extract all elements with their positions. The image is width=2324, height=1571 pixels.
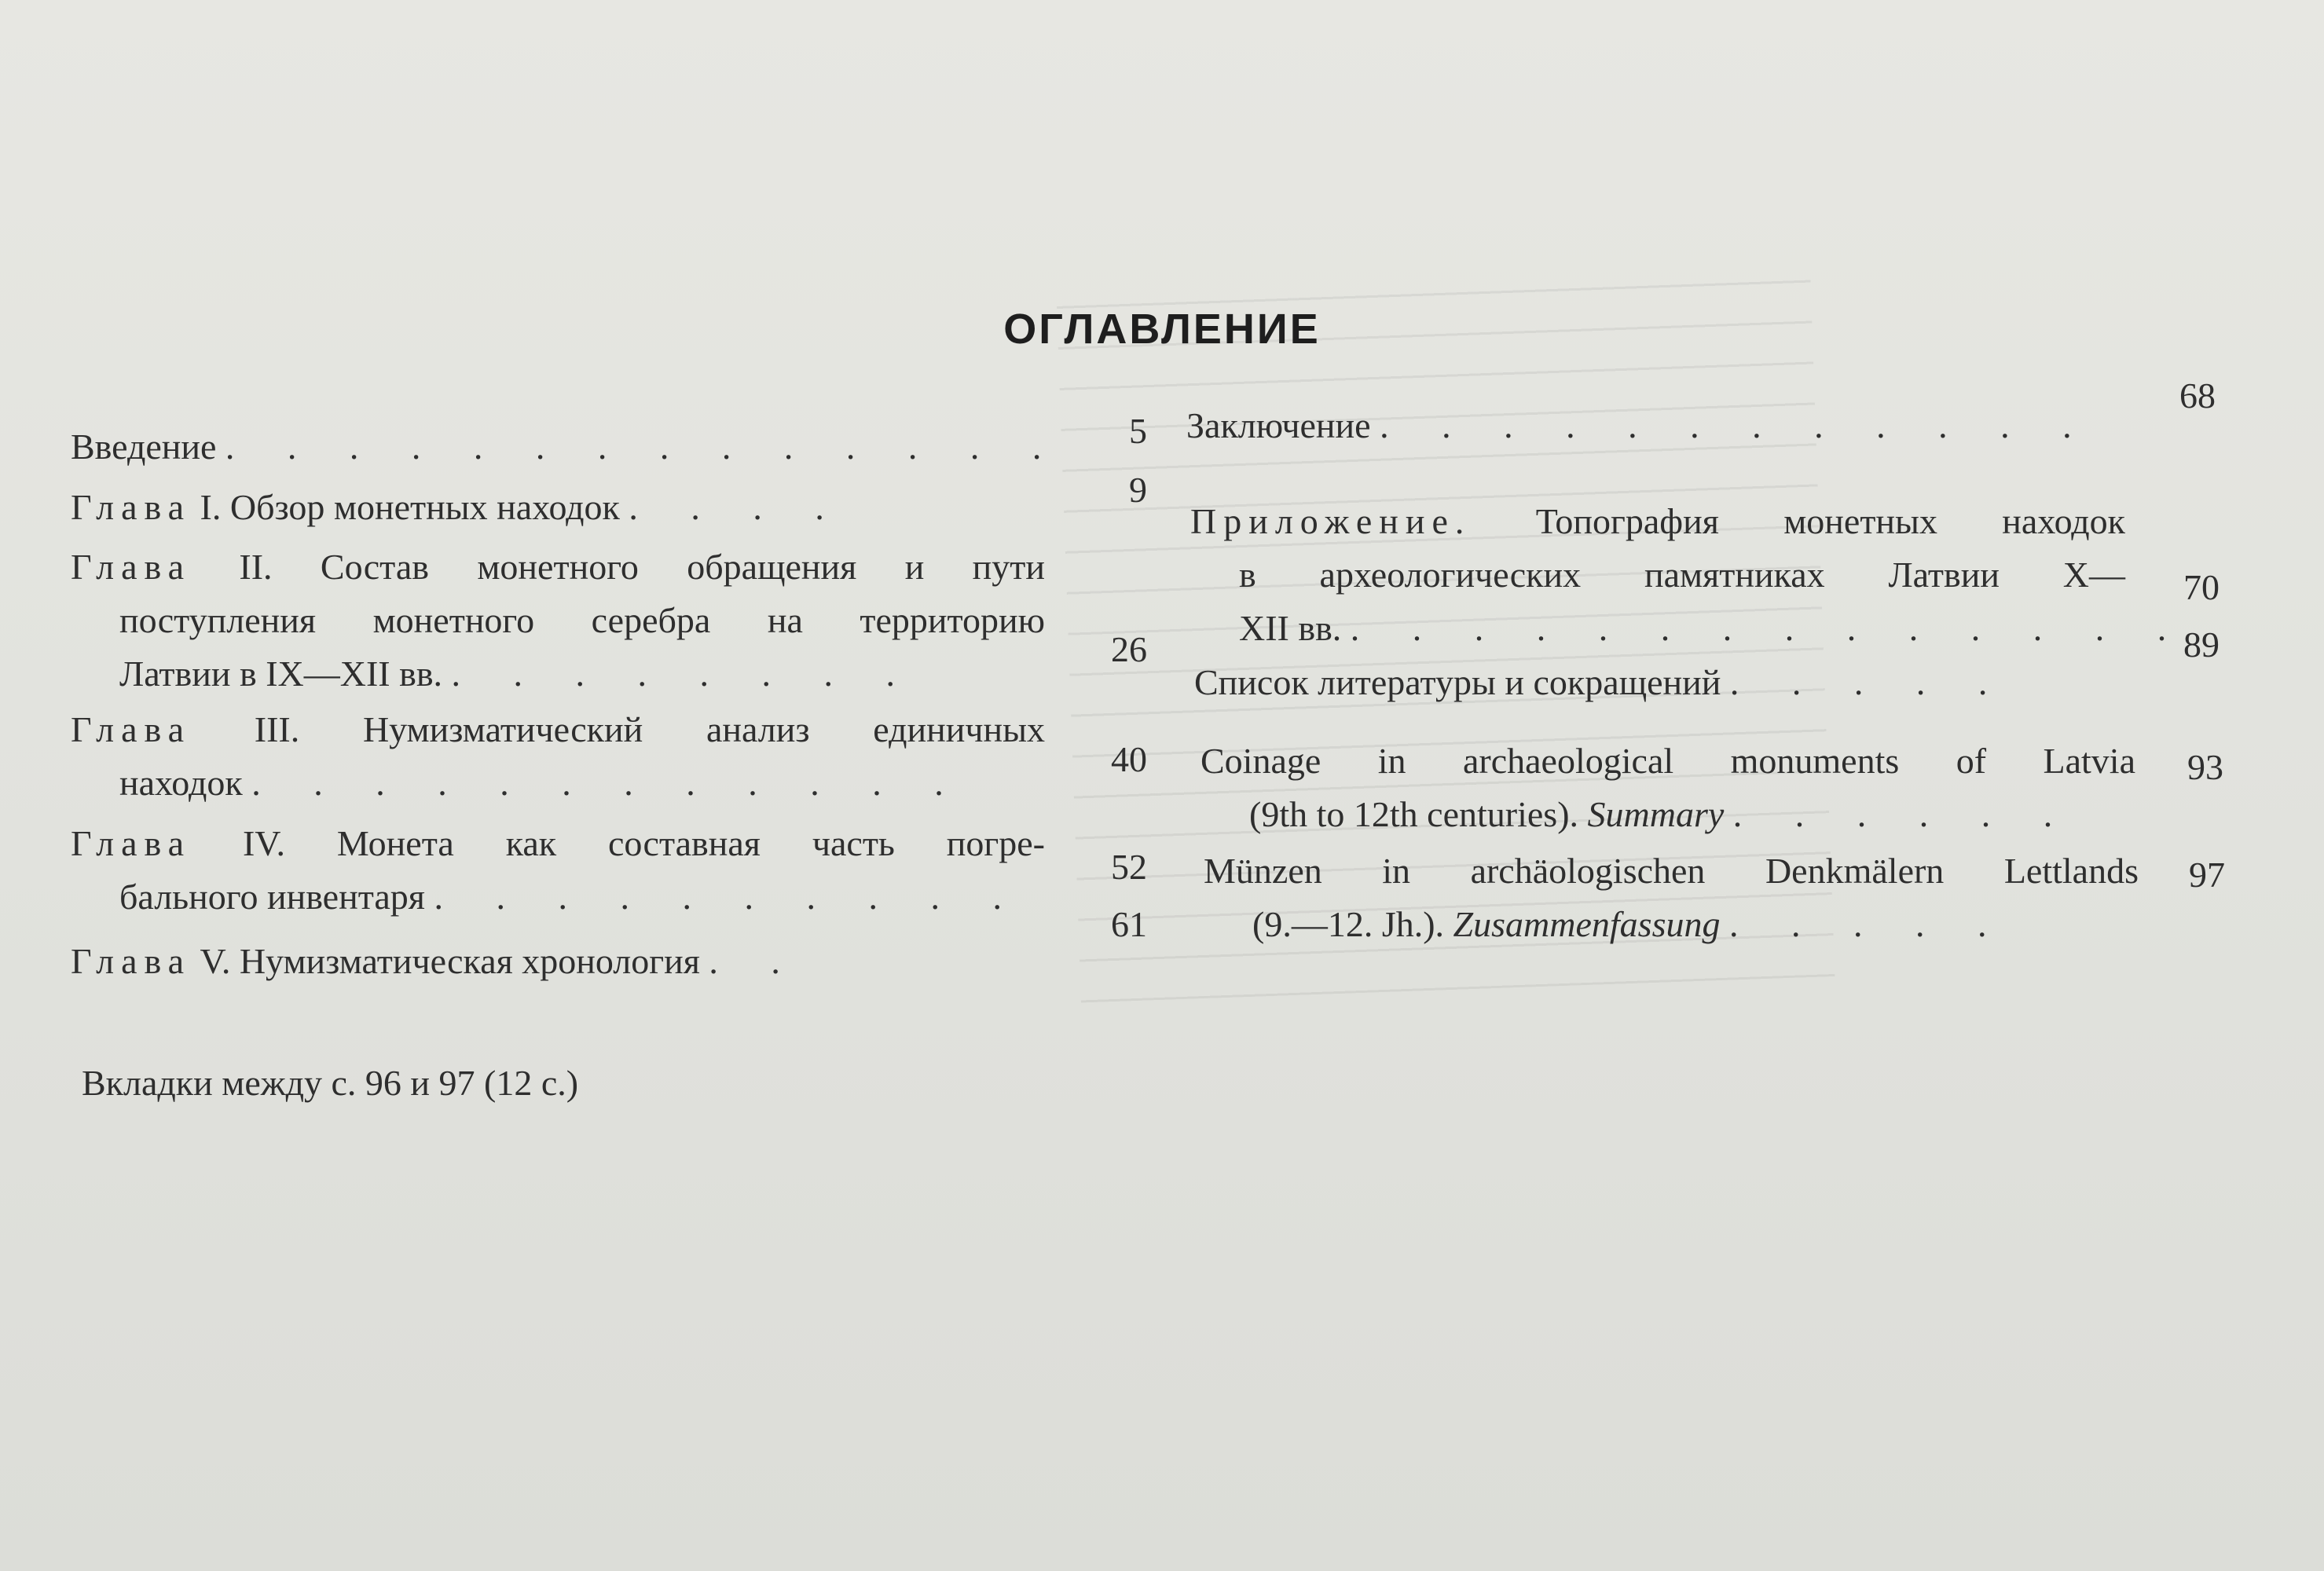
toc-entry-title: Топография монетных находок xyxy=(1535,501,2126,541)
toc-entry-title: II. Состав монетного обращения и пути xyxy=(239,547,1046,587)
toc-entry-literature xyxy=(1194,656,2129,709)
toc-entry-title: I. Обзор монетных находок xyxy=(200,487,620,527)
page-number: 9 xyxy=(1129,470,1147,510)
toc-entry-title: (9th to 12th centuries). xyxy=(1249,794,1579,834)
toc-entry-line xyxy=(71,647,1045,701)
toc-entry-title: III. Нумизматический анализ единичных xyxy=(254,709,1045,749)
toc-entry-introduction xyxy=(71,420,1064,474)
toc-entry-line xyxy=(1200,788,2135,841)
toc-entry-summary-german xyxy=(1204,844,2139,951)
toc-entry-line xyxy=(71,703,1045,756)
leader-dots: . . . . . . . . . . . . . . xyxy=(225,427,1064,467)
toc-entry-chapter-5 xyxy=(71,935,1045,988)
page-number: 93 xyxy=(2187,747,2223,787)
page-number: 89 xyxy=(2183,624,2220,665)
leader-dots: . . . . . xyxy=(1729,662,2010,702)
toc-entry-line: Coinage in archaeological monuments of Latvia xyxy=(1200,741,2135,781)
leader-dots: . . . . . . xyxy=(1732,794,2075,834)
toc-entry-title: XII вв. xyxy=(1239,608,1342,648)
page-number: 68 xyxy=(2179,375,2216,416)
toc-entry-line xyxy=(71,756,1045,810)
toc-entry-chapter-1 xyxy=(71,481,1045,534)
toc-entry-line xyxy=(1190,495,2125,548)
leader-dots: . . . . xyxy=(629,487,846,527)
toc-entry-line xyxy=(71,935,1045,988)
leader-dots: . . xyxy=(709,941,802,981)
toc-entry-line xyxy=(71,817,1045,870)
page-number: 97 xyxy=(2189,855,2225,895)
toc-entry-title: Список литературы и сокращений xyxy=(1194,662,1721,702)
page-number: 5 xyxy=(1129,411,1147,451)
toc-entry-line xyxy=(71,870,1045,924)
chapter-label: Глава xyxy=(71,823,192,863)
leader-dots: . . . . . . . . . . . . . . xyxy=(1350,608,2189,648)
leader-dots: . . . . . . . . xyxy=(451,654,918,694)
summary-label: Zusammenfassung xyxy=(1453,904,1721,944)
inserts-note: Вкладки между с. 96 и 97 (12 с.) xyxy=(82,1063,579,1103)
chapter-label: Глава xyxy=(71,547,192,587)
toc-entry-title: IV. Монета как составная часть погре- xyxy=(242,823,1046,863)
toc-entry-summary-english xyxy=(1200,734,2135,841)
toc-entry-line: Münzen in archäologischen Denkmälern Lettlands xyxy=(1204,851,2139,891)
toc-entry-chapter-2 xyxy=(71,540,1045,701)
leader-dots: . . . . . xyxy=(1728,904,2009,944)
toc-entry-title: Заключение xyxy=(1186,405,1371,445)
leader-dots: . . . . . . . . . . . . xyxy=(1380,405,2094,445)
toc-entry-title: V. Нумизматическая хронология xyxy=(200,941,700,981)
toc-entry-title: бального инвентаря xyxy=(119,877,425,917)
chapter-label: Глава xyxy=(71,709,192,749)
toc-entry-title: (9.—12. Jh.). xyxy=(1252,904,1445,944)
toc-entry-chapter-3 xyxy=(71,703,1045,810)
leader-dots: . . . . . . . . . . xyxy=(434,877,1024,917)
toc-entry-line xyxy=(1190,602,2189,655)
toc-entry-title: находок xyxy=(119,763,243,803)
toc-entry-line xyxy=(71,540,1045,594)
page-number: 70 xyxy=(2183,567,2220,607)
toc-entry-line: поступления монетного серебра на территорию xyxy=(119,600,1045,640)
leader-dots: . . . . . . . . . . . . xyxy=(251,763,966,803)
toc-entry-chapter-4 xyxy=(71,817,1045,924)
toc-entry-title: Введение xyxy=(71,427,217,467)
toc-entry-line: в археологических памятниках Латвии X— xyxy=(1239,555,2125,595)
toc-entry-line xyxy=(71,481,1045,534)
chapter-label: Глава xyxy=(71,487,192,527)
toc-entry-appendix xyxy=(1190,495,2189,655)
page-number: 26 xyxy=(1111,629,1147,669)
appendix-label: Приложение. xyxy=(1190,501,1472,541)
page-number: 61 xyxy=(1111,904,1147,944)
toc-entry-line xyxy=(1194,656,2129,709)
summary-label: Summary xyxy=(1587,794,1725,834)
toc-entry-title: Латвии в IX—XII вв. xyxy=(119,654,443,694)
page-number: 52 xyxy=(1111,847,1147,887)
chapter-label: Глава xyxy=(71,941,192,981)
page-title: ОГЛАВЛЕНИЕ xyxy=(1003,306,1321,353)
toc-entry-line xyxy=(71,420,1064,474)
toc-entry-line xyxy=(1186,399,2145,452)
toc-entry-conclusion xyxy=(1186,399,2145,452)
toc-entry-line xyxy=(1204,898,2139,951)
page-number: 40 xyxy=(1111,739,1147,779)
